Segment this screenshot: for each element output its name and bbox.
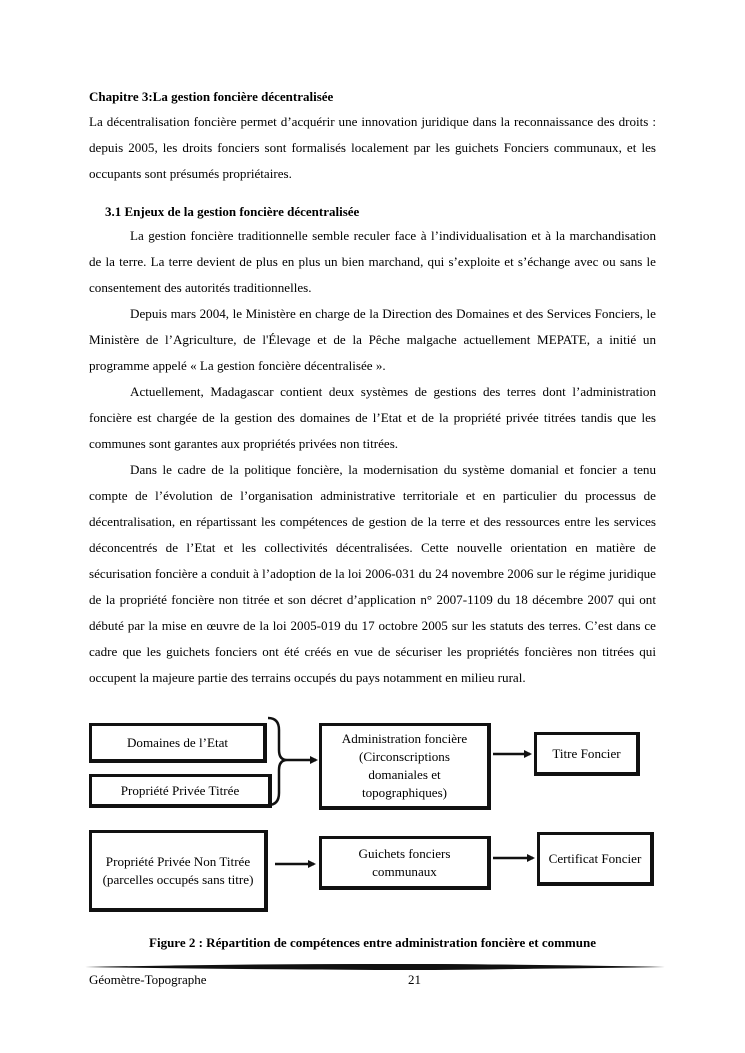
figure-caption: Figure 2 : Répartition de compétences entre administration foncière et commune: [149, 935, 596, 950]
paragraph-2: Depuis mars 2004, le Ministère en charge de la Direction des Domaines et des Services Fonciers, le Ministère de l’Agriculture, de l'Élevage et de la Pêche malgache actuellement MEPATE, a initié un programme appelé « La gestion foncière décentralisée ».: [89, 306, 656, 373]
box-certificat-foncier: Certificat Foncier: [537, 832, 654, 886]
box-administration-fonciere: Administration foncière (Circonscriptions domaniales et topographiques): [319, 723, 491, 810]
page-number: 21: [408, 972, 421, 987]
paragraph-4: Dans le cadre de la politique foncière, la modernisation du système domanial et foncier a tenu compte de l’évolution de l’organisation administrative territoriale et en particulier du processus de décentralisation, en répartissant les compétences de gestion de la terre et des ressources entre les services déconcentrés de l’Etat et les collectivités décentralisées. Cette nouvelle orientation en matière de sécurisation foncière a conduit à l’adoption de la loi 2006-031 du 24 novembre 2006 sur le régime juridique de la propriété foncière non titrée et son décret d’application n° 2007-1109 du 18 décembre 2007 qui ont débuté par la mise en œuvre de la loi 2005-019 du 17 octobre 2005 sur les statuts des terres. C’est dans ce cadre que les guichets fonciers ont été créés en vue de sécuriser les propriétés foncières non titrées qui occupent la majeure partie des terrains occupés du pays notamment en milieu rural.: [89, 462, 656, 685]
intro-paragraph: La décentralisation foncière permet d’acquérir une innovation juridique dans la reconnaissance des droits : depuis 2005, les droits fonciers sont formalisés localement par les guichets Fonciers communaux, et les occupants sont présumés propriétaires.: [89, 114, 656, 181]
section-title: 3.1 Enjeux de la gestion foncière décentralisée: [105, 204, 360, 219]
box-propriete-privee-titree: Propriété Privée Titrée: [89, 774, 272, 808]
box-domaines-etat: Domaines de l’Etat: [89, 723, 267, 763]
box-titre-foncier: Titre Foncier: [534, 732, 640, 776]
paragraph-1: La gestion foncière traditionnelle semble reculer face à l’individualisation et à la marchandisation de la terre. La terre devient de plus en plus un bien marchand, qui s’exploite et s’échange avec ou sans le consentement des autorités traditionnelles.: [89, 228, 656, 295]
box-propriete-privee-non-titree: Propriété Privée Non Titrée (parcelles occupés sans titre): [89, 830, 268, 912]
paragraph-3: Actuellement, Madagascar contient deux systèmes de gestions des terres dont l’administration foncière est chargée de la gestion des domaines de l’Etat et de la propriété privée titrées tandis que les communes sont garantes aux propriétés privées non titrées.: [89, 384, 656, 451]
footer-author: Géomètre-Topographe: [89, 972, 207, 987]
chapter-title: Chapitre 3:La gestion foncière décentralisée: [89, 89, 334, 104]
box-guichets-fonciers: Guichets fonciers communaux: [319, 836, 491, 890]
